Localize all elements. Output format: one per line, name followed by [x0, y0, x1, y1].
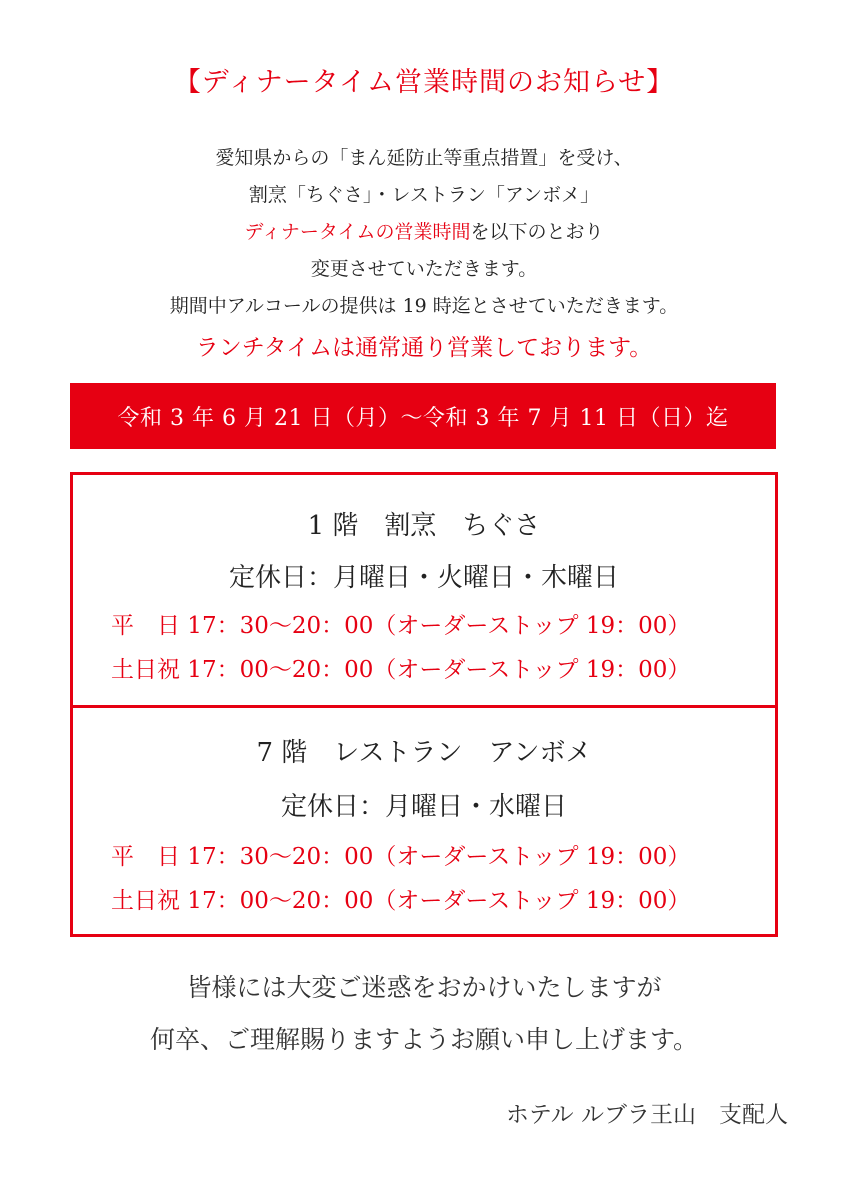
- floor-7-title: 7 階 レストラン アンボメ: [256, 738, 592, 768]
- period-text: 令和 3 年 6 月 21 日（月）～令和 3 年 7 月 11 日（日）迄: [117, 405, 729, 431]
- floor-1-weekday-hours: 平 日 17：30～20：00（オーダーストップ 19：00）: [111, 613, 691, 639]
- intro-line-4: 変更させていただきます。: [310, 258, 538, 280]
- intro-line-3-rest: を以下のとおり: [470, 221, 604, 243]
- floor-1-title: 1 階 割烹 ちぐさ: [307, 511, 541, 541]
- closing-line-2: 何卒、ご理解賜りますようお願い申し上げます。: [149, 1025, 698, 1054]
- period-banner: [70, 383, 776, 449]
- intro-line-2: 割烹「ちぐさ」・レストラン「アンボメ」: [248, 184, 600, 206]
- closing-message: [0, 962, 848, 1066]
- floor-1-box: [70, 472, 778, 708]
- page-title: 【ディナータイム営業時間のお知らせ】: [173, 67, 675, 98]
- floor-7-weekday-hours: 平 日 17：30～20：00（オーダーストップ 19：00）: [111, 844, 691, 870]
- lunch-notice: ランチタイムは通常通り営業しております。: [195, 335, 653, 361]
- dinner-hours-highlight: ディナータイムの営業時間: [244, 221, 471, 243]
- intro-text: [0, 140, 848, 371]
- intro-line-3: [0, 214, 848, 251]
- closing-line-1: 皆様には大変ご迷惑をおかけいたしますが: [186, 973, 662, 1002]
- floor-7-box: [70, 702, 778, 937]
- intro-line-5: 期間中アルコールの提供は 19 時迄とさせていただきます。: [169, 295, 679, 317]
- intro-line-1: 愛知県からの「まん延防止等重点措置」を受け、: [215, 147, 633, 169]
- floor-1-weekend-hours: 土日祝 17：00～20：00（オーダーストップ 19：00）: [111, 657, 691, 683]
- floor-7-closed-days: 定休日：月曜日・水曜日: [280, 792, 567, 822]
- floor-7-weekend-hours: 土日祝 17：00～20：00（オーダーストップ 19：00）: [111, 888, 691, 914]
- signature: ホテル ルブラ王山 支配人: [505, 1102, 788, 1128]
- floor-1-closed-days: 定休日：月曜日・火曜日・木曜日: [228, 563, 619, 593]
